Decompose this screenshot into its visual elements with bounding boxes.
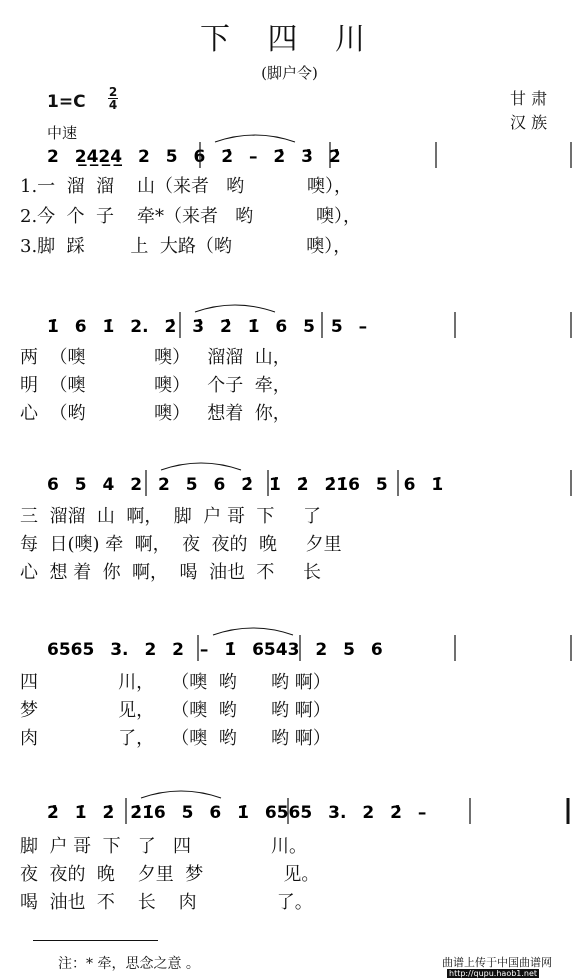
footnote-rule [33, 940, 158, 941]
lyric-line: 两 （噢 噢） 溜溜 山， [20, 347, 291, 368]
notation-line: 2̇ 1̇ 2̇ 2̇1̇6 5 6 1̇ 6565 3. 2 2̇ – [47, 803, 427, 823]
notation-line: 6 5 4 2 2 5 6 2̇ 1̇ 2̇ 2̇1̇6 5 6 1̇ [47, 475, 444, 495]
lyric-line: 梦 见， （噢 哟 哟 啊） [20, 700, 331, 721]
notation-line: 6565 3. 2 2 – 1̇ 6543 2 5 6 [47, 640, 383, 660]
lyric-line: 脚 户 哥 下 了 四 川。 [20, 836, 308, 857]
notation-line: 2 2̲4̲2̲4̲ 2 5 6 2̇ – 2̇ 3̇ 2̇ [47, 147, 341, 167]
watermark-url: http://qupu.haob1.net [449, 969, 538, 978]
lyric-line: 三 溜溜 山 啊， 脚 户 哥 下 了 [20, 506, 321, 527]
watermark-text: 曲谱上传于中国曲谱网 [442, 956, 552, 969]
slur-mark [141, 791, 221, 798]
page-subtitle: (脚户令) [261, 64, 318, 82]
key-signature: 1=C [47, 92, 86, 112]
tempo-marking: 中速 [47, 124, 78, 142]
lyric-line: 明 （噢 噢） 个子 牵， [20, 375, 291, 396]
slur-mark [215, 135, 295, 142]
time-top: 2 [108, 85, 118, 99]
lyric-line: 3.脚 踩 上 大路（哟 噢）， [20, 236, 352, 257]
lyric-line: 肉 了， （噢 哟 哟 啊） [20, 728, 331, 749]
time-bottom: 4 [108, 98, 118, 112]
slur-mark [213, 628, 293, 635]
lyric-line: 四 川， （噢 哟 哟 啊） [20, 672, 331, 693]
lyric-line: 2.今 个 子 牵*（来者 哟 噢）， [20, 206, 362, 227]
lyric-line: 每 日(噢) 牵 啊， 夜 夜的 晚 夕里 [20, 534, 342, 555]
lyric-line: 心 想 着 你 啊， 喝 油也 不 长 [20, 562, 321, 583]
notation-line: 1̇ 6 1̇ 2. 2̇ 3̇ 2̇ 1̇ 6 5 5 – [47, 317, 368, 337]
slur-mark [195, 305, 275, 312]
lyric-line: 心 （哟 噢） 想着 你， [20, 403, 291, 424]
slur-mark [161, 463, 241, 470]
lyric-line: 夜 夜的 晚 夕里 梦 见。 [20, 864, 320, 885]
lyric-line: 1.一 溜 溜 山（来者 哟 噢）， [20, 176, 353, 197]
footnote: 注：* 牵，思念之意 。 [58, 956, 200, 972]
lyric-line: 喝 油也 不 长 肉 了。 [20, 892, 313, 913]
page-title: 下 四 川 [199, 22, 380, 57]
origin-region: 甘 肃 [510, 89, 548, 108]
origin-ethnicity: 汉 族 [510, 113, 548, 132]
